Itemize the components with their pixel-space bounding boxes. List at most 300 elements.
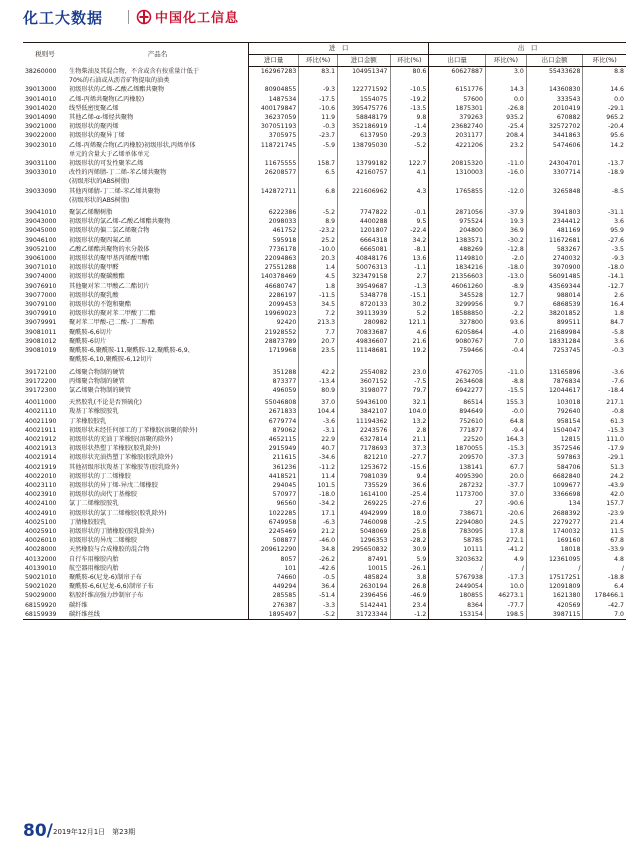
table-row	[23, 113, 626, 122]
import-qty-mom: -26.2	[299, 555, 338, 564]
import-qty: 28873789	[248, 337, 298, 346]
hs-code: 39081019	[25, 347, 57, 355]
export-qty: 1870055	[429, 444, 486, 453]
export-qty-mom: -16.0	[485, 168, 526, 177]
import-value-mom	[390, 177, 429, 186]
import-value-mom: 21.6	[390, 337, 429, 346]
export-value-mom: -0.3	[583, 346, 626, 355]
export-value: 2279277	[526, 518, 583, 527]
product-name: 聚酰胺-6,6切片	[69, 328, 113, 336]
hs-code: 39023010	[25, 141, 57, 149]
export-value-mom: 157.7	[583, 499, 626, 508]
import-value-mom: 2.8	[390, 426, 429, 435]
table-row	[23, 217, 626, 226]
export-qty-mom: -12.0	[485, 187, 526, 196]
col-header-import-qty-mom: 环比(%)	[299, 55, 338, 67]
hs-code: 40021110	[25, 408, 57, 416]
import-qty: 570977	[248, 490, 298, 499]
export-qty-mom: -8.8	[485, 377, 526, 386]
export-qty: 771877	[429, 426, 486, 435]
export-qty-mom: 935.2	[485, 113, 526, 122]
export-value: 13165896	[526, 368, 583, 377]
export-value: 597863	[526, 453, 583, 462]
import-qty-mom: 20.7	[299, 337, 338, 346]
product-name: 初级形状的异丁烯-异戊二烯橡胶	[69, 481, 158, 489]
export-qty: 1310003	[429, 168, 486, 177]
hs-code: 39081012	[25, 337, 57, 345]
export-value-mom: -23.9	[583, 509, 626, 518]
table-row	[23, 490, 626, 499]
export-value: 6682840	[526, 472, 583, 481]
hs-code: 40028000	[25, 546, 57, 554]
import-value: 1253672	[338, 463, 390, 472]
import-qty: 3705975	[248, 131, 298, 140]
export-value: 7253745	[526, 346, 583, 355]
import-qty-mom: 4.5	[299, 272, 338, 281]
import-value: 104951347	[338, 67, 390, 77]
export-qty: 2634608	[429, 377, 486, 386]
hs-code: 59021020	[25, 583, 57, 591]
export-qty-mom: -15.3	[485, 444, 526, 453]
import-value-mom: 5.9	[390, 555, 429, 564]
export-qty-mom: -15.5	[485, 386, 526, 395]
export-qty-mom: -13.0	[485, 272, 526, 281]
import-value: 1201807	[338, 226, 390, 235]
export-value: 56091485	[526, 272, 583, 281]
import-qty: 2245469	[248, 527, 298, 536]
export-qty-mom: 9.7	[485, 300, 526, 309]
export-value: 584706	[526, 463, 583, 472]
table-row	[23, 159, 626, 168]
export-qty: 4221206	[429, 141, 486, 150]
export-qty-mom: -25.4	[485, 122, 526, 131]
import-qty: 4418521	[248, 472, 298, 481]
hs-code: 40025910	[25, 527, 57, 535]
table-row	[23, 499, 626, 508]
import-qty-mom: 11.4	[299, 472, 338, 481]
export-value: 5474606	[526, 141, 583, 150]
export-value: 12044617	[526, 386, 583, 395]
hs-code: 68159939	[23, 610, 67, 620]
product-name: 其他乙烯-α-烯烃共聚物	[69, 114, 134, 122]
export-qty-mom: -2.2	[485, 309, 526, 318]
export-value: 2688392	[526, 509, 583, 518]
product-name: 碳纤维	[69, 601, 88, 609]
product-name: 乙烯聚合物制的硬管	[69, 368, 125, 376]
import-value: 13799182	[338, 159, 390, 168]
import-qty-mom: 101.5	[299, 481, 338, 490]
hs-code: 40021912	[25, 435, 57, 443]
export-value: 32572702	[526, 122, 583, 131]
hs-code: 39077000	[25, 291, 57, 299]
header-divider	[128, 10, 129, 24]
import-value-mom: 79.7	[390, 386, 429, 395]
export-value-mom: -18.4	[583, 386, 626, 395]
hs-code: 39061000	[25, 255, 57, 263]
import-value: 31723344	[338, 610, 390, 620]
import-qty: 2671833	[248, 407, 298, 416]
hs-code: 68159920	[25, 601, 57, 609]
export-value-mom: 178466.1	[583, 591, 626, 600]
export-qty: 204800	[429, 226, 486, 235]
export-value-mom: 111.0	[583, 435, 626, 444]
col-header-code: 税则号	[23, 43, 67, 67]
export-qty-mom: 93.6	[485, 318, 526, 327]
export-value-mom: 217.1	[583, 398, 626, 407]
import-value: 1614100	[338, 490, 390, 499]
export-value-mom: 95.6	[583, 131, 626, 140]
import-qty: 294045	[248, 481, 298, 490]
import-value: 2554082	[338, 368, 390, 377]
product-name: 乙烯-丙烯共聚物(乙丙橡胶)	[69, 95, 145, 103]
export-qty: 46061260	[429, 282, 486, 291]
export-qty: 9080767	[429, 337, 486, 346]
export-qty-mom	[485, 177, 526, 186]
import-value: 485824	[338, 573, 390, 582]
product-name: 聚氯乙烯糊树脂	[69, 209, 113, 217]
product-name: 单元的含量大于乙烯单体单元	[69, 150, 150, 158]
table-row	[23, 131, 626, 140]
product-name: 初级形状的聚四氟乙烯	[69, 236, 131, 244]
import-qty-mom: -10.0	[299, 245, 338, 254]
export-value-mom: -42.7	[583, 601, 626, 610]
import-value-mom: 23.4	[390, 601, 429, 610]
export-qty: 783095	[429, 527, 486, 536]
trade-data-table	[23, 42, 626, 620]
import-qty-mom: -5.2	[299, 208, 338, 217]
export-qty	[429, 177, 486, 186]
col-header-name: 产品名	[67, 43, 248, 67]
export-value: 899511	[526, 318, 583, 327]
import-qty: 46680747	[248, 282, 298, 291]
export-qty: 58785	[429, 536, 486, 545]
export-value: 6868539	[526, 300, 583, 309]
export-qty: 287232	[429, 481, 486, 490]
import-qty: 2099453	[248, 300, 298, 309]
import-value: 3607152	[338, 377, 390, 386]
export-qty-mom: -0.0	[485, 407, 526, 416]
table-row	[23, 309, 626, 318]
import-qty-mom: -46.0	[299, 536, 338, 545]
table-row	[23, 318, 626, 327]
export-qty-mom: -41.2	[485, 545, 526, 554]
import-qty-mom: -5.2	[299, 610, 338, 620]
import-value-mom: 13.2	[390, 417, 429, 426]
product-name: 初级形状的偏二氯乙烯聚合物	[69, 227, 150, 235]
product-name: 初级形状的聚乳酸	[69, 291, 119, 299]
import-qty-mom: 213.3	[299, 318, 338, 327]
import-value: 821210	[338, 453, 390, 462]
table-row	[23, 610, 626, 620]
export-qty: 20815320	[429, 159, 486, 168]
export-qty	[429, 196, 486, 205]
table-row	[23, 536, 626, 545]
export-qty: 379263	[429, 113, 486, 122]
export-qty-mom: -11.0	[485, 159, 526, 168]
export-value-mom	[583, 177, 626, 186]
import-qty: 4652115	[248, 435, 298, 444]
export-qty: 2031177	[429, 131, 486, 140]
import-qty: 142872711	[248, 187, 298, 196]
hs-code: 39014020	[25, 104, 57, 112]
import-qty-mom: 1.4	[299, 263, 338, 272]
hs-code: 40021190	[25, 417, 57, 425]
export-qty: 1149810	[429, 254, 486, 263]
export-value-mom: -29.1	[583, 453, 626, 462]
export-value-mom: 965.2	[583, 113, 626, 122]
export-value-mom: -33.9	[583, 545, 626, 554]
export-value: 2010419	[526, 104, 583, 113]
import-qty-mom: -34.6	[299, 453, 338, 462]
export-qty-mom: -18.0	[485, 263, 526, 272]
hs-code	[23, 355, 67, 364]
export-value: 11672681	[526, 236, 583, 245]
import-value-mom: -1.1	[390, 263, 429, 272]
col-header-export-value-mom: 环比(%)	[583, 55, 626, 67]
product-name: 聚酰胺-6,聚酰胺-11,聚酰胺-12,聚酰胺-6,9、	[69, 347, 194, 355]
hs-code: 59029000	[25, 592, 57, 600]
import-value-mom: 19.2	[390, 346, 429, 355]
export-value-mom: -31.1	[583, 208, 626, 217]
export-value: 7876834	[526, 377, 583, 386]
import-qty: 55046808	[248, 398, 298, 407]
hs-code: 40139010	[25, 564, 57, 572]
export-qty: 327800	[429, 318, 486, 327]
hs-code: 40021914	[25, 454, 57, 462]
col-header-import-qty: 进口量	[248, 55, 298, 67]
hs-code: 39033010	[25, 169, 57, 177]
export-value: 17517251	[526, 573, 583, 582]
import-qty-mom: 6.8	[299, 187, 338, 196]
export-value-mom: -3.5	[583, 245, 626, 254]
import-qty: 6749958	[248, 518, 298, 527]
export-value: 3572546	[526, 444, 583, 453]
import-value: 269225	[338, 499, 390, 508]
table-row	[23, 95, 626, 104]
product-name: 自行车用橡胶内胎	[69, 555, 119, 563]
product-name: 航空器用橡胶内胎	[69, 564, 119, 572]
export-value-mom: 2.6	[583, 291, 626, 300]
export-value: 988014	[526, 291, 583, 300]
table-row	[23, 208, 626, 217]
export-qty-mom: 20.0	[485, 472, 526, 481]
import-qty-mom	[299, 355, 338, 364]
export-qty	[429, 150, 486, 159]
import-qty-mom: 42.2	[299, 368, 338, 377]
import-value: 295650832	[338, 545, 390, 554]
hs-code: 40021919	[25, 463, 57, 471]
export-value: 21689984	[526, 328, 583, 337]
export-value-mom: -13.7	[583, 159, 626, 168]
table-row	[23, 545, 626, 554]
export-value: 792640	[526, 407, 583, 416]
hs-code: 39031100	[25, 160, 57, 168]
export-value-mom: -7.6	[583, 377, 626, 386]
table-row	[23, 509, 626, 518]
import-value: 280982	[338, 318, 390, 327]
table-row	[23, 328, 626, 337]
export-value: 18018	[526, 545, 583, 554]
export-qty-mom	[485, 76, 526, 85]
import-qty-mom	[299, 177, 338, 186]
import-value: 122771592	[338, 85, 390, 94]
import-value-mom: 18.0	[390, 509, 429, 518]
export-qty: 6151776	[429, 85, 486, 94]
export-value-mom: -18.0	[583, 263, 626, 272]
export-value-mom: 3.6	[583, 337, 626, 346]
page-header	[0, 0, 644, 30]
hs-code: 40024910	[25, 509, 57, 517]
hs-code: 40022010	[25, 472, 57, 480]
import-qty-mom: 1.8	[299, 282, 338, 291]
import-qty-mom: -18.0	[299, 490, 338, 499]
import-qty: 307051193	[248, 122, 298, 131]
import-value: 5142441	[338, 601, 390, 610]
export-value-mom: /	[583, 564, 626, 573]
import-qty-mom: -3.6	[299, 417, 338, 426]
import-qty-mom: -9.3	[299, 85, 338, 94]
product-name: 碳纤维丝线	[67, 610, 248, 620]
import-value-mom: -29.3	[390, 131, 429, 140]
hs-code: 39079910	[25, 310, 57, 318]
import-qty-mom: -11.2	[299, 463, 338, 472]
export-qty-mom: -30.2	[485, 236, 526, 245]
hs-code: 39172100	[25, 368, 57, 376]
import-qty-mom	[299, 150, 338, 159]
import-value-mom: -15.6	[390, 463, 429, 472]
export-value: 3265848	[526, 187, 583, 196]
import-qty-mom: 8.9	[299, 217, 338, 226]
export-qty-mom: -37.3	[485, 453, 526, 462]
hs-code: 40023110	[25, 481, 57, 489]
export-value: 1621380	[526, 591, 583, 600]
export-qty: 153154	[429, 610, 486, 620]
export-value-mom: -14.1	[583, 272, 626, 281]
export-qty: 1765855	[429, 187, 486, 196]
import-qty: 879062	[248, 426, 298, 435]
export-value-mom: 8.8	[583, 67, 626, 77]
export-value-mom: 84.7	[583, 318, 626, 327]
import-value: 2630194	[338, 582, 390, 591]
col-header-export-qty-mom: 环比(%)	[485, 55, 526, 67]
import-value: 3842107	[338, 407, 390, 416]
import-value-mom: 23.0	[390, 368, 429, 377]
table-row	[23, 444, 626, 453]
export-value: 1504047	[526, 426, 583, 435]
export-value-mom: 42.0	[583, 490, 626, 499]
import-value: 40848176	[338, 254, 390, 263]
hs-code: 39014090	[25, 114, 57, 122]
export-qty-mom: 164.3	[485, 435, 526, 444]
import-qty: 285585	[248, 591, 298, 600]
export-qty: 21356603	[429, 272, 486, 281]
import-qty-mom: -0.3	[299, 122, 338, 131]
import-qty-mom	[299, 76, 338, 85]
import-qty: 449294	[248, 582, 298, 591]
product-name: 粘胶纤维高强力纱制帘子布	[69, 592, 144, 600]
import-qty-mom: 83.1	[299, 67, 338, 77]
export-value: 12091809	[526, 582, 583, 591]
import-qty	[248, 150, 298, 159]
import-qty: 162967283	[248, 67, 298, 77]
table-row	[23, 435, 626, 444]
export-qty-mom: 37.0	[485, 490, 526, 499]
import-value-mom	[390, 150, 429, 159]
brand-name: 中国化工信息	[155, 11, 240, 26]
export-value: 169160	[526, 536, 583, 545]
hs-code: 39033090	[25, 187, 57, 195]
export-value-mom: 6.4	[583, 582, 626, 591]
import-qty-mom: 36.4	[299, 582, 338, 591]
import-qty: 19969023	[248, 309, 298, 318]
hs-code: 40023910	[25, 491, 57, 499]
export-qty: 138141	[429, 463, 486, 472]
export-qty-mom: 24.5	[485, 518, 526, 527]
export-value: 14360830	[526, 85, 583, 94]
import-qty-mom: -34.2	[299, 499, 338, 508]
export-value-mom: -27.6	[583, 236, 626, 245]
hs-code: 39014010	[25, 95, 57, 103]
export-qty-mom: -20.6	[485, 509, 526, 518]
product-name: 改性的丙烯腈-丁二烯-苯乙烯共聚物	[69, 169, 167, 177]
table-row	[23, 564, 626, 573]
export-value	[526, 355, 583, 364]
product-name: 氯乙烯聚合物制的硬管	[69, 386, 131, 394]
hs-code: 40026010	[25, 537, 57, 545]
export-qty-mom: -37.9	[485, 208, 526, 217]
import-value-mom: -19.2	[390, 95, 429, 104]
hs-code: 39172200	[25, 377, 57, 385]
export-qty: 180855	[429, 591, 486, 600]
export-qty-mom: 12.7	[485, 291, 526, 300]
import-qty-mom: 22.9	[299, 435, 338, 444]
import-qty: 1022285	[248, 509, 298, 518]
import-qty-mom: 20.3	[299, 254, 338, 263]
table-row	[23, 76, 626, 85]
table-row	[23, 263, 626, 272]
export-value-mom: -8.5	[583, 187, 626, 196]
export-value-mom: -3.6	[583, 368, 626, 377]
export-value-mom: 7.0	[583, 610, 626, 620]
product-name: 初级形状热塑丁苯橡胶(胶乳除外)	[69, 445, 161, 453]
export-value: 38201852	[526, 309, 583, 318]
import-value-mom: -46.9	[390, 591, 429, 600]
export-value: 24304701	[526, 159, 583, 168]
import-qty-mom: -3.1	[299, 426, 338, 435]
import-qty: 101	[248, 564, 298, 573]
export-value: 43569344	[526, 282, 583, 291]
export-value-mom: -18.8	[583, 573, 626, 582]
export-value-mom	[583, 76, 626, 85]
export-value-mom	[583, 196, 626, 205]
export-qty-mom: -77.7	[485, 601, 526, 610]
export-value-mom: -29.1	[583, 104, 626, 113]
export-value-mom: 1.8	[583, 309, 626, 318]
export-qty	[429, 355, 486, 364]
import-qty	[248, 196, 298, 205]
export-qty: 1383571	[429, 236, 486, 245]
import-value	[338, 177, 390, 186]
export-value-mom: 14.2	[583, 141, 626, 150]
export-qty-mom: 46273.1	[485, 591, 526, 600]
export-qty: 975524	[429, 217, 486, 226]
import-qty-mom: -23.2	[299, 226, 338, 235]
import-value: 1296353	[338, 536, 390, 545]
product-name: 其他初级形状羧基丁苯橡胶等(胶乳除外)	[69, 463, 180, 471]
product-name: 乙烯-丙烯聚合物(乙丙橡胶)初级形状,丙烯单体	[69, 141, 196, 149]
hs-code: 39043000	[25, 218, 57, 226]
export-value-mom	[583, 150, 626, 159]
